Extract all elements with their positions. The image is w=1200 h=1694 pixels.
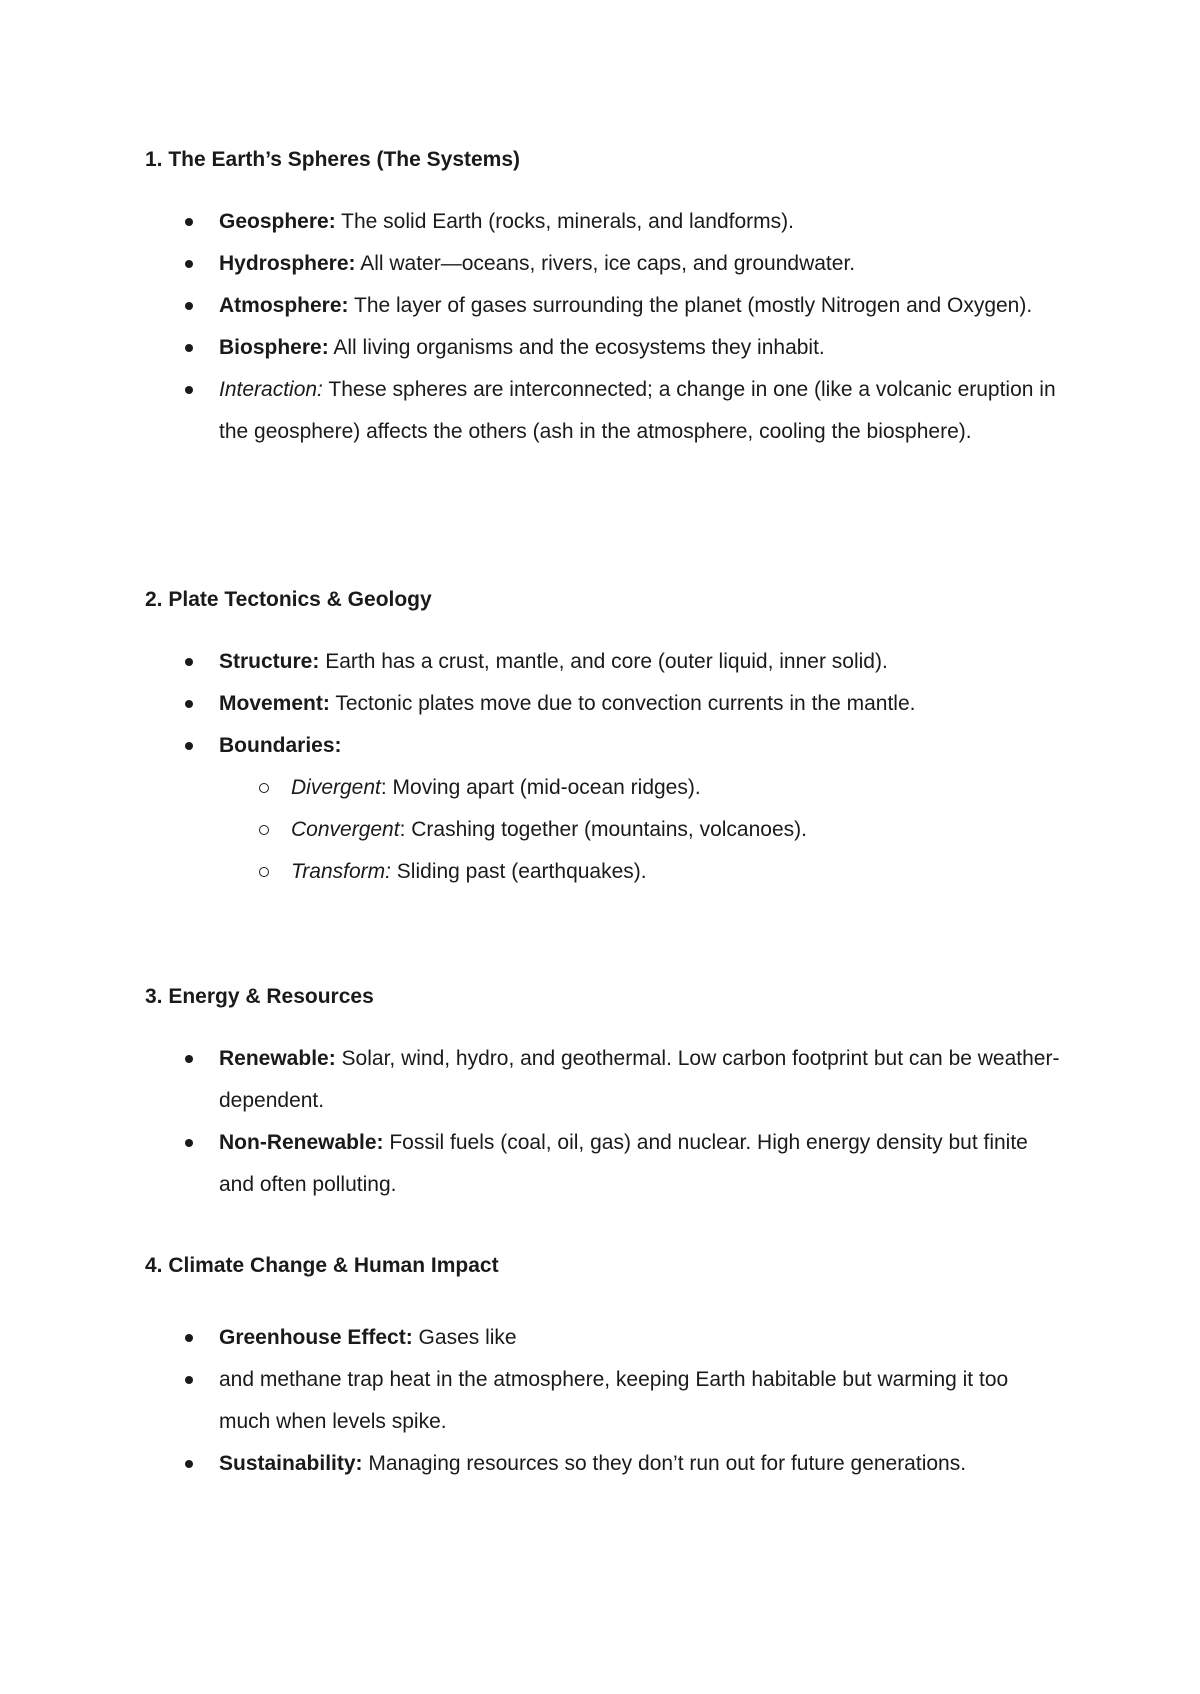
item-text: : Crashing together (mountains, volcanoes). bbox=[399, 818, 807, 841]
term-label: Boundaries: bbox=[219, 734, 342, 757]
term-label: Greenhouse Effect: bbox=[219, 1326, 413, 1349]
sub-bullet-list bbox=[219, 767, 1065, 893]
section-heading: 4. Climate Change & Human Impact bbox=[145, 1254, 499, 1277]
bullet-icon bbox=[185, 302, 193, 310]
bullet-list bbox=[145, 1317, 1065, 1485]
term-label: Hydrosphere: bbox=[219, 252, 356, 275]
term-label: Atmosphere: bbox=[219, 294, 349, 317]
term-label: Sustainability: bbox=[219, 1452, 363, 1475]
bullet-icon bbox=[185, 218, 193, 226]
item-text: These spheres are interconnected; a change in one (like a volcanic eruption in the geosphere) affects the others (ash in the atmosphere, cooling the biosphere). bbox=[219, 378, 1056, 443]
item-text: Solar, wind, hydro, and geothermal. Low carbon footprint but can be weather-dependent. bbox=[219, 1047, 1060, 1112]
section-heading: 2. Plate Tectonics & Geology bbox=[145, 588, 432, 611]
item-text: Fossil fuels (coal, oil, gas) and nuclear. High energy density but finite and often polluting. bbox=[219, 1131, 1028, 1196]
item-text: Tectonic plates move due to convection currents in the mantle. bbox=[329, 692, 916, 715]
bullet-icon bbox=[185, 1460, 193, 1468]
item-text: Gases like bbox=[412, 1326, 517, 1349]
section-plate-tectonics bbox=[145, 585, 1065, 893]
section-heading: 1. The Earth’s Spheres (The Systems) bbox=[145, 148, 521, 171]
section-earth-spheres bbox=[145, 145, 1065, 453]
hollow-bullet-icon bbox=[259, 783, 269, 793]
term-label: Structure: bbox=[219, 650, 320, 673]
bullet-icon bbox=[185, 1139, 193, 1147]
item-text: and methane trap heat in the atmosphere, keeping Earth habitable but warming it too much when levels spike. bbox=[219, 1368, 1009, 1433]
list-item bbox=[145, 1359, 1065, 1443]
list-item bbox=[145, 285, 1065, 327]
italic-term-label: Interaction: bbox=[219, 378, 323, 401]
sub-list-item bbox=[145, 851, 1065, 893]
italic-term-label: Convergent bbox=[291, 818, 400, 841]
term-label: Renewable: bbox=[219, 1047, 336, 1070]
item-text: The layer of gases surrounding the planet (mostly Nitrogen and Oxygen). bbox=[348, 294, 1033, 317]
bullet-icon bbox=[185, 260, 193, 268]
item-text: All living organisms and the ecosystems they inhabit. bbox=[328, 336, 825, 359]
bullet-icon bbox=[185, 386, 193, 394]
bullet-icon bbox=[185, 658, 193, 666]
list-item bbox=[145, 683, 1065, 725]
list-item bbox=[145, 641, 1065, 683]
bullet-list bbox=[145, 641, 1065, 893]
item-text: All water—oceans, rivers, ice caps, and groundwater. bbox=[355, 252, 856, 275]
term-label: Biosphere: bbox=[219, 336, 329, 359]
list-item bbox=[145, 243, 1065, 285]
bullet-icon bbox=[185, 1376, 193, 1384]
list-item bbox=[145, 201, 1065, 243]
list-item bbox=[145, 1038, 1065, 1122]
list-item bbox=[145, 725, 1065, 893]
bullet-icon bbox=[185, 1334, 193, 1342]
list-item bbox=[145, 1122, 1065, 1206]
italic-term-label: Divergent bbox=[291, 776, 381, 799]
section-energy-resources bbox=[145, 982, 1065, 1206]
bullet-icon bbox=[185, 1055, 193, 1063]
hollow-bullet-icon bbox=[259, 825, 269, 835]
list-item bbox=[145, 1443, 1065, 1485]
term-label: Geosphere: bbox=[219, 210, 336, 233]
section-climate-change bbox=[145, 1251, 1065, 1485]
sub-list-item bbox=[145, 809, 1065, 851]
item-text: : Moving apart (mid-ocean ridges). bbox=[380, 776, 701, 799]
section-heading: 3. Energy & Resources bbox=[145, 985, 374, 1008]
bullet-list bbox=[145, 1038, 1065, 1206]
item-text: Sliding past (earthquakes). bbox=[390, 860, 647, 883]
hollow-bullet-icon bbox=[259, 867, 269, 877]
italic-term-label: Transform: bbox=[291, 860, 391, 883]
item-text: The solid Earth (rocks, minerals, and landforms). bbox=[335, 210, 794, 233]
list-item bbox=[145, 1317, 1065, 1359]
list-item bbox=[145, 369, 1065, 453]
term-label: Movement: bbox=[219, 692, 330, 715]
sub-list-item bbox=[145, 767, 1065, 809]
bullet-icon bbox=[185, 700, 193, 708]
bullet-icon bbox=[185, 742, 193, 750]
list-item bbox=[145, 327, 1065, 369]
term-label: Non-Renewable: bbox=[219, 1131, 384, 1154]
item-text: Managing resources so they don’t run out for future generations. bbox=[362, 1452, 967, 1475]
bullet-list bbox=[145, 201, 1065, 453]
item-text: Earth has a crust, mantle, and core (outer liquid, inner solid). bbox=[319, 650, 888, 673]
bullet-icon bbox=[185, 344, 193, 352]
